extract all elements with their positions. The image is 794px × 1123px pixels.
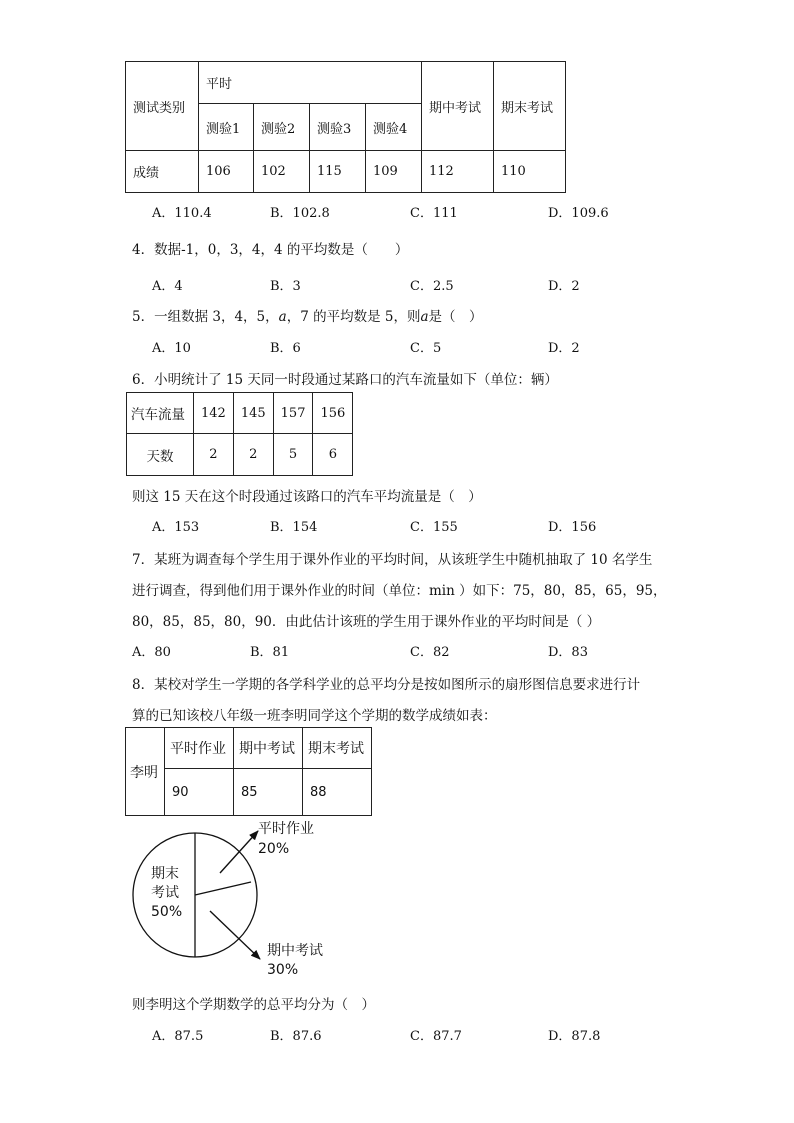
q4-option-b[interactable]: B．3 <box>270 279 301 294</box>
header-quiz-2: 测验2 <box>254 104 310 151</box>
flow-cell: 145 <box>233 393 273 434</box>
q6-text: 6．小明统计了 15 天同一时段通过某路口的汽车流量如下（单位：辆） <box>132 372 558 388</box>
scores-table <box>125 61 566 193</box>
q6-after-text: 则这 15 天在这个时段通过该路口的汽车平均流量是（ ） <box>132 489 482 505</box>
days-cell: 6 <box>313 434 353 476</box>
q4-option-d[interactable]: D．2 <box>548 279 580 294</box>
days-cell: 2 <box>233 434 273 476</box>
pie-label-midterm-pct: 30% <box>267 962 299 978</box>
q8-option-c[interactable]: C．87.7 <box>410 1029 462 1044</box>
q8-text-line2: 算的已知该校八年级一班李明同学这个学期的数学成绩如表： <box>132 708 497 724</box>
header-quiz-4: 测验4 <box>366 104 422 151</box>
score-cell: 112 <box>422 151 494 193</box>
q4-option-a[interactable]: A．4 <box>152 279 183 294</box>
flow-cell: 142 <box>194 393 234 434</box>
header-final: 期末考试 <box>303 728 372 769</box>
pie-divider-right <box>195 882 251 895</box>
header-homework: 平时作业 <box>165 728 234 769</box>
pie-label-midterm: 期中考试 <box>267 943 323 959</box>
q7-option-b[interactable]: B．81 <box>250 645 290 660</box>
header-final: 期末考试 <box>494 62 566 151</box>
header-midterm: 期中考试 <box>234 728 303 769</box>
arrow-homework <box>220 831 258 873</box>
q7-text-line3: 80，85，85，80，90．由此估计该班的学生用于课外作业的平均时间是（ ） <box>132 614 601 630</box>
q7-option-c[interactable]: C．82 <box>410 645 450 660</box>
q3-option-d[interactable]: D．109.6 <box>548 206 609 221</box>
score-final: 88 <box>303 769 372 816</box>
row-label-flow: 汽车流量 <box>127 393 194 434</box>
q5-text: 5．一组数据 3，4，5，a，7 的平均数是 5，则a是（ ） <box>132 309 483 325</box>
header-midterm: 期中考试 <box>422 62 494 151</box>
pie-chart <box>120 815 360 985</box>
q7-text-line1: 7．某班为调查每个学生用于课外作业的平均时间，从该班学生中随机抽取了 10 名学生 <box>132 552 653 568</box>
q7-option-a[interactable]: A．80 <box>132 645 171 660</box>
pie-label-homework-pct: 20% <box>258 841 290 857</box>
liming-table <box>125 727 372 816</box>
student-name: 李明 <box>126 728 165 816</box>
pie-label-final-1: 期末 <box>151 866 179 882</box>
q8-option-a[interactable]: A．87.5 <box>152 1029 204 1044</box>
pie-label-homework: 平时作业 <box>258 821 314 837</box>
q8-text-line1: 8．某校对学生一学期的各学科学业的总平均分是按如图所示的扇形图信息要求进行计 <box>132 677 641 693</box>
q5-option-b[interactable]: B．6 <box>270 341 301 356</box>
header-quiz-1: 测验1 <box>199 104 254 151</box>
q3-option-b[interactable]: B．102.8 <box>270 206 330 221</box>
flow-cell: 156 <box>313 393 353 434</box>
pie-label-final-pct: 50% <box>151 904 183 920</box>
score-cell: 109 <box>366 151 422 193</box>
score-cell: 115 <box>310 151 366 193</box>
q5-option-c[interactable]: C．5 <box>410 341 442 356</box>
q6-option-d[interactable]: D．156 <box>548 520 597 535</box>
header-quiz-3: 测验3 <box>310 104 366 151</box>
header-usual: 平时 <box>199 62 422 104</box>
q7-text-line2: 进行调查，得到他们用于课外作业的时间（单位：min ）如下：75，80，85，65，95， <box>132 583 667 599</box>
pie-label-final-2: 考试 <box>151 885 179 901</box>
q8-option-d[interactable]: D．87.8 <box>548 1029 601 1044</box>
q5-option-d[interactable]: D．2 <box>548 341 580 356</box>
score-homework: 90 <box>165 769 234 816</box>
score-cell: 106 <box>199 151 254 193</box>
q3-option-c[interactable]: C．111 <box>410 206 458 221</box>
q6-option-c[interactable]: C．155 <box>410 520 458 535</box>
q8-after-text: 则李明这个学期数学的总平均分为（ ） <box>132 997 375 1013</box>
score-midterm: 85 <box>234 769 303 816</box>
days-cell: 5 <box>273 434 313 476</box>
score-cell: 110 <box>494 151 566 193</box>
flow-cell: 157 <box>273 393 313 434</box>
days-cell: 2 <box>194 434 234 476</box>
q6-option-b[interactable]: B．154 <box>270 520 318 535</box>
q3-option-a[interactable]: A．110.4 <box>152 206 212 221</box>
q6-option-a[interactable]: A．153 <box>152 520 200 535</box>
q4-text: 4．数据-1，0，3，4，4 的平均数是（ ） <box>132 242 409 258</box>
traffic-table <box>126 392 353 476</box>
q4-option-c[interactable]: C．2.5 <box>410 279 454 294</box>
q8-option-b[interactable]: B．87.6 <box>270 1029 322 1044</box>
row-label-days: 天数 <box>127 434 194 476</box>
row-label-score: 成绩 <box>126 151 199 193</box>
header-category: 测试类别 <box>126 62 199 151</box>
q7-option-d[interactable]: D．83 <box>548 645 588 660</box>
score-cell: 102 <box>254 151 310 193</box>
q5-option-a[interactable]: A．10 <box>152 341 191 356</box>
